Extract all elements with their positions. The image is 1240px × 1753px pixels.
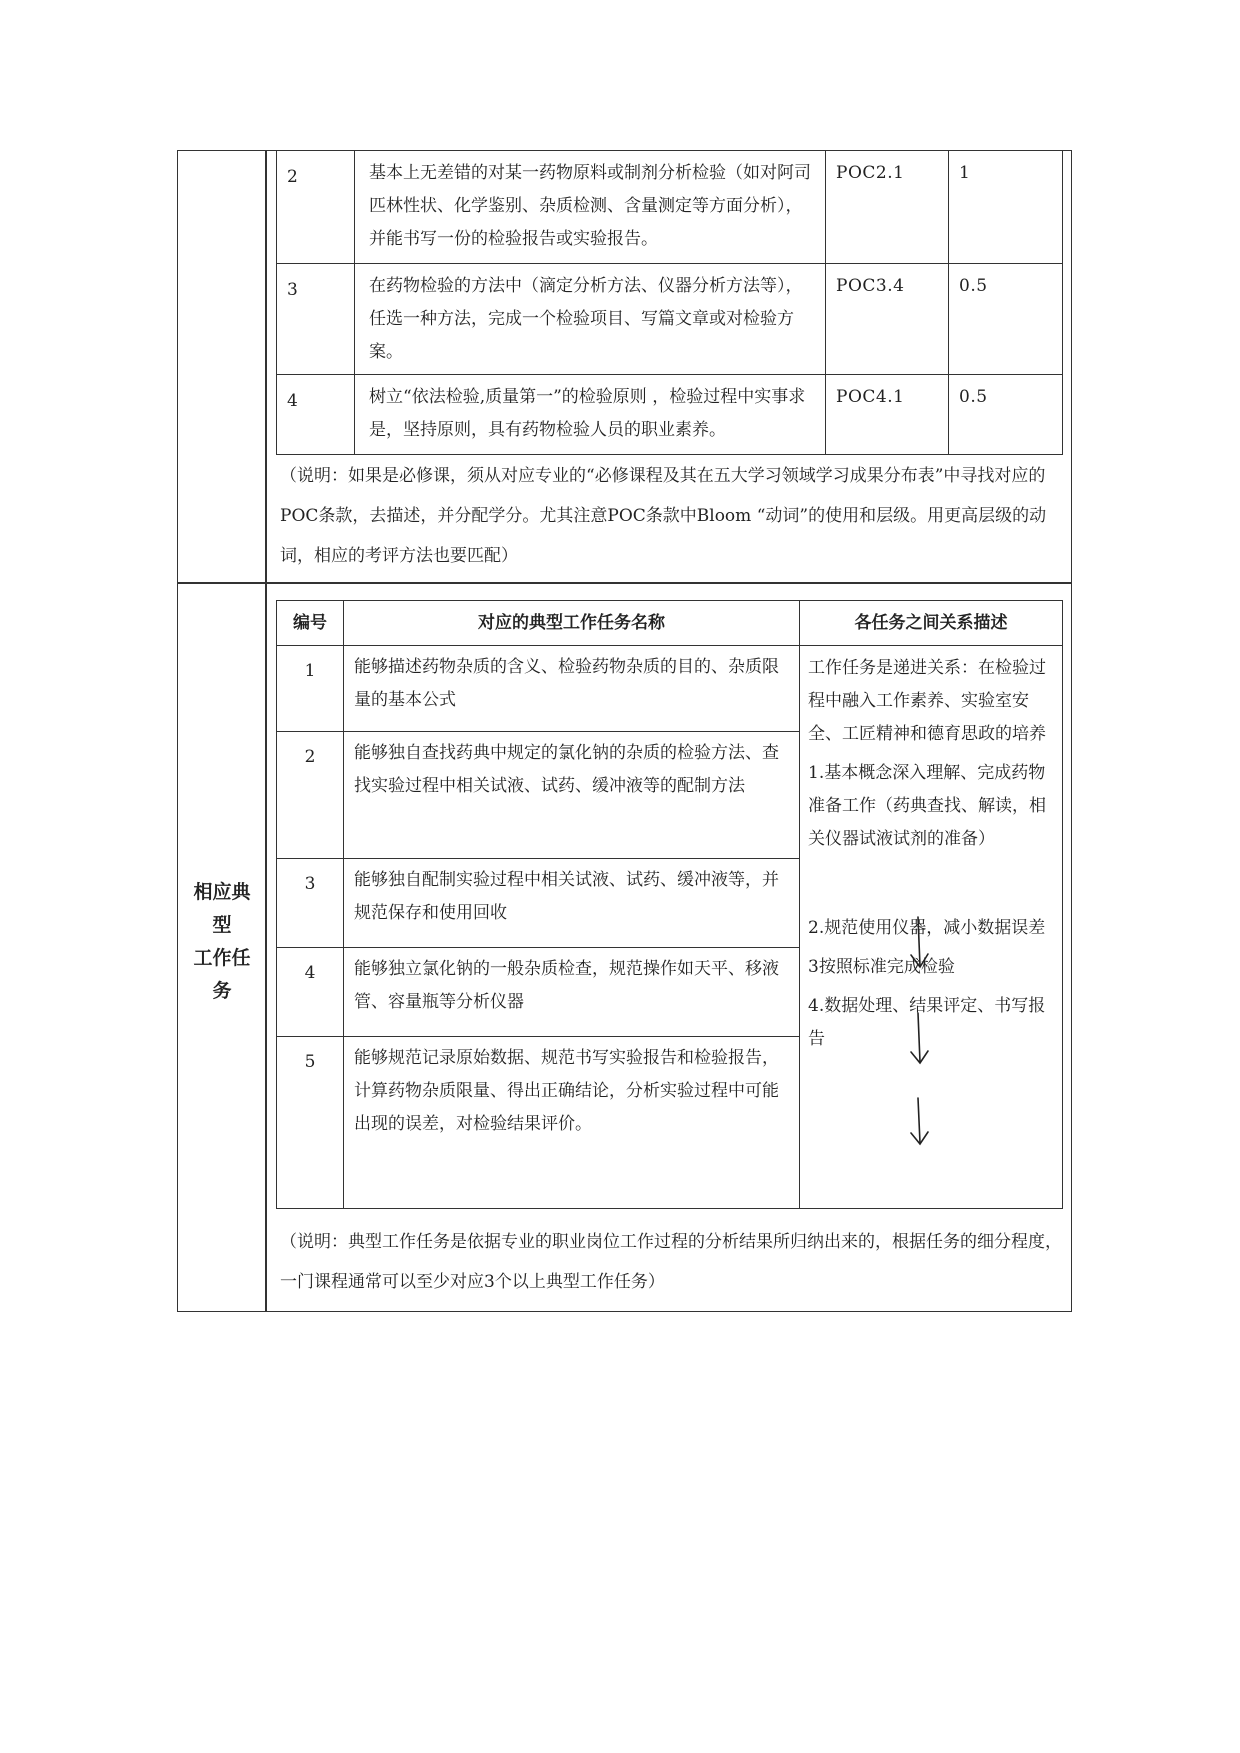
relation-step-3: 3按照标准完成检验 <box>808 957 955 977</box>
outcomes-note: （说明：如果是必修课，须从对应专业的“必修课程及其在五大学习领域学习成果分布表”中寻找对应的POC条款，去描述，并分配学分。尤其注意POC条款中Bloom “动词”的使用和层级。用更高层级的动词，相应的考评方法也要匹配） <box>280 466 1047 566</box>
outcome-credit: 0.5 <box>949 264 1063 375</box>
outcome-description: 基本上无差错的对某一药物原料或制剂分析检验（如对阿司匹林性状、化学鉴别、杂质检测、含量测定等方面分析），并能书写一份的检验报告或实验报告。 <box>355 151 826 264</box>
task-name: 能够独自查找药典中规定的氯化钠的杂质的检验方法、查找实验过程中相关试液、试药、缓冲液等的配制方法 <box>344 732 800 859</box>
task-number: 3 <box>277 859 344 948</box>
task-number: 1 <box>277 646 344 732</box>
outcome-poc: POC4.1 <box>826 375 949 455</box>
header-relation: 各任务之间关系描述 <box>800 601 1063 646</box>
down-arrow-icon <box>911 1013 928 1063</box>
outcome-poc: POC2.1 <box>826 151 949 264</box>
outcome-number: 2 <box>277 151 355 264</box>
task-number: 2 <box>277 732 344 859</box>
task-name: 能够独自配制实验过程中相关试液、试药、缓冲液等，并规范保存和使用回收 <box>344 859 800 948</box>
outcome-number: 3 <box>277 264 355 375</box>
task-name: 能够描述药物杂质的含义、检验药物杂质的目的、杂质限量的基本公式 <box>344 646 800 732</box>
outcome-credit: 0.5 <box>949 375 1063 455</box>
header-task-name: 对应的典型工作任务名称 <box>344 601 800 646</box>
outcome-number: 4 <box>277 375 355 455</box>
outcome-credit: 1 <box>949 151 1063 264</box>
header-number: 编号 <box>277 601 344 646</box>
task-number: 5 <box>277 1037 344 1209</box>
task-name: 能够规范记录原始数据、规范书写实验报告和检验报告，计算药物杂质限量、得出正确结论，分析实验过程中可能出现的误差，对检验结果评价。 <box>344 1037 800 1209</box>
down-arrow-icon <box>911 1098 928 1144</box>
outcome-poc: POC3.4 <box>826 264 949 375</box>
relation-intro: 工作任务是递进关系：在检验过程中融入工作素养、实验室安全、工匠精神和德育思政的培养 <box>808 658 1046 744</box>
tasks-note: （说明：典型工作任务是依据专业的职业岗位工作过程的分析结果所归纳出来的，根据任务的细分程度，一门课程通常可以至少对应3个以上典型工作任务） <box>280 1232 1062 1292</box>
task-name: 能够独立氯化钠的一般杂质检查，规范操作如天平、移液管、容量瓶等分析仪器 <box>344 948 800 1037</box>
relation-step-4: 4.数据处理、结果评定、书写报告 <box>808 996 1046 1049</box>
relation-step-2: 2.规范使用仪器，减小数据误差 <box>808 918 1046 938</box>
outcome-description: 树立“依法检验,质量第一”的检验原则 ，检验过程中实事求是，坚持原则，具有药物检验人员的职业素养。 <box>355 375 826 455</box>
task-number: 4 <box>277 948 344 1037</box>
down-arrow-icon <box>911 917 928 967</box>
outcome-description: 在药物检验的方法中（滴定分析方法、仪器分析方法等），任选一种方法，完成一个检验项目、写篇文章或对检验方案。 <box>355 264 826 375</box>
section-label-typical-tasks: 相应典 型 工作任 务 <box>193 881 251 1002</box>
relation-step-1: 1.基本概念深入理解、完成药物准备工作（药典查找、解读，相关仪器试液试剂的准备） <box>808 763 1046 849</box>
